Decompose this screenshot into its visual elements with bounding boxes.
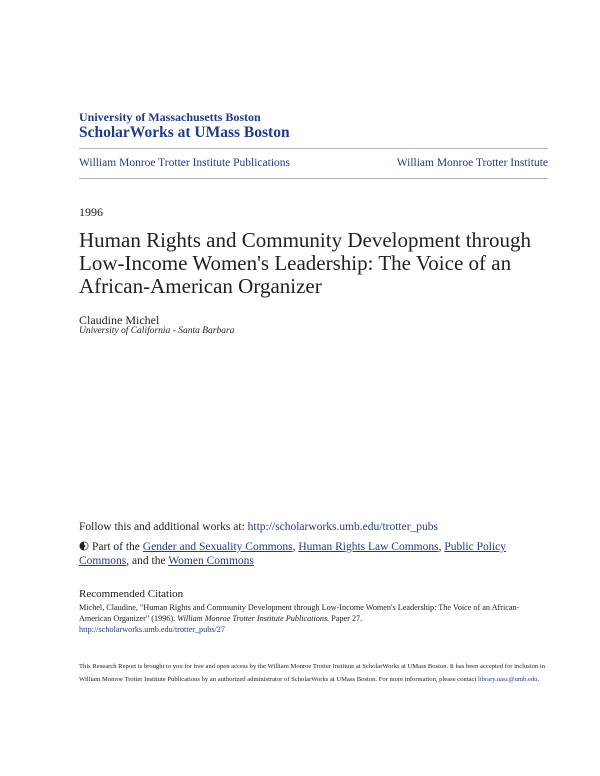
collection-url-link[interactable]: http://scholarworks.umb.edu/trotter_pubs: [247, 521, 439, 533]
institute-link[interactable]: William Monroe Trotter Institute: [396, 157, 548, 169]
part-of-disciplines: [79, 540, 519, 568]
contact-email-link[interactable]: library.uasc@umb.edu: [477, 676, 538, 683]
follow-text: Follow this and additional works at:: [79, 521, 245, 533]
university-name[interactable]: University of Massachusetts Boston: [79, 110, 261, 124]
citation-body: [79, 602, 549, 635]
top-divider: [79, 148, 548, 149]
public-policy-commons-link[interactable]: Public Policy Commons: [79, 541, 506, 567]
follow-line: [79, 521, 438, 533]
commons-network-icon: [79, 541, 89, 551]
separator: ,: [292, 541, 296, 553]
part-of-prefix: Part of the: [92, 541, 140, 553]
separator: ,: [438, 541, 442, 553]
citation-heading: Recommended Citation: [79, 588, 184, 600]
separator: , and the: [126, 555, 166, 567]
women-commons-link[interactable]: Women Commons: [168, 555, 254, 567]
bottom-divider: [79, 178, 548, 179]
citation-paper: Paper 27.: [331, 614, 363, 623]
author-name: Claudine Michel: [79, 313, 160, 327]
human-rights-law-commons-link[interactable]: Human Rights Law Commons: [298, 541, 439, 553]
gender-sexuality-commons-link[interactable]: Gender and Sexuality Commons: [142, 541, 293, 553]
citation-journal: William Monroe Trotter Institute Publications.: [177, 614, 330, 623]
institution-header: [79, 110, 290, 142]
article-title: Human Rights and Community Development through Low-Income Women's Leadership: The Voice of an African-American Organizer: [79, 228, 532, 298]
author-affiliation: University of California - Santa Barbara: [79, 326, 235, 336]
notice-end: .: [537, 676, 540, 683]
collection-link[interactable]: William Monroe Trotter Institute Publications: [79, 157, 290, 169]
publication-year: 1996: [79, 205, 103, 219]
citation-url-link[interactable]: http://scholarworks.umb.edu/trotter_pubs/27: [79, 625, 225, 634]
repository-name[interactable]: ScholarWorks at UMass Boston: [79, 124, 290, 141]
access-notice: [79, 660, 549, 686]
citation-text: Michel, Claudine, "Human Rights and Community Development through Low-Income Women's Leadership: The Voice of an African-American Organizer" (1996).: [79, 603, 520, 623]
notice-text: This Research Report is brought to you for free and open access by the William Monroe Trotter Institute at ScholarWorks at UMass Boston. It has been accepted for inclusion in William Monroe Trotter Institute Publications by an authorized administrator of ScholarWorks at UMass Boston. For more information, please contact: [79, 663, 546, 683]
